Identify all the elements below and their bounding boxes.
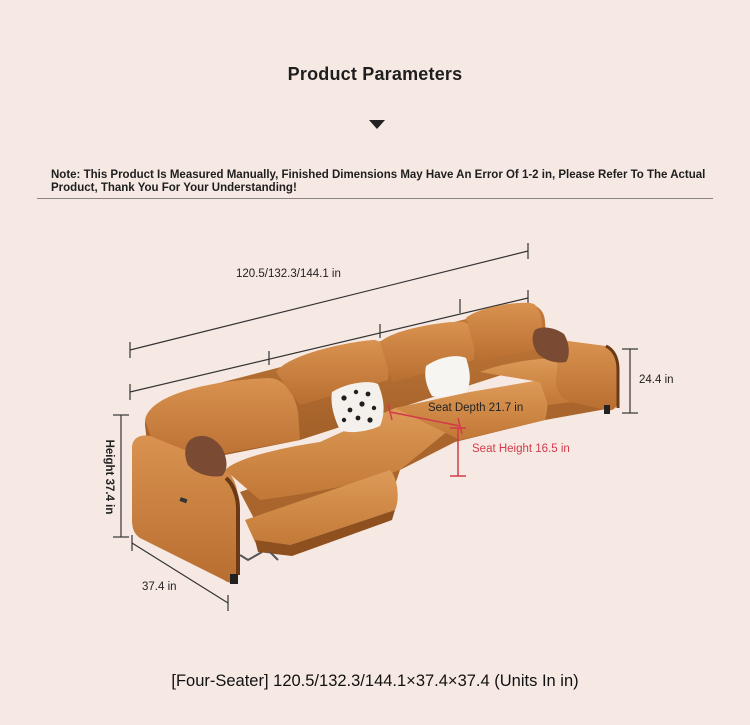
depth-label: 37.4 in <box>142 581 177 593</box>
height-dimension-line <box>113 415 129 537</box>
length-label: 120.5/132.3/144.1 in <box>236 268 341 280</box>
page-title: Product Parameters <box>287 64 463 84</box>
back-height-dimension-line <box>622 349 638 413</box>
measurement-note: Note: This Product Is Measured Manually, Finished Dimensions May Have An Error Of 1-2 in, Please Refer To The Actual Product, Thank You For Your Understanding! <box>51 169 706 194</box>
product-size-caption: [Four-Seater] 120.5/132.3/144.1×37.4×37.4 (Units In in) <box>171 672 579 690</box>
seat-height-label: Seat Height 16.5 in <box>472 443 570 455</box>
height-label: Height 37.4 in <box>103 439 115 515</box>
seat-depth-label: Seat Depth 21.7 in <box>428 402 524 414</box>
back-height-label: 24.4 in <box>639 374 674 386</box>
